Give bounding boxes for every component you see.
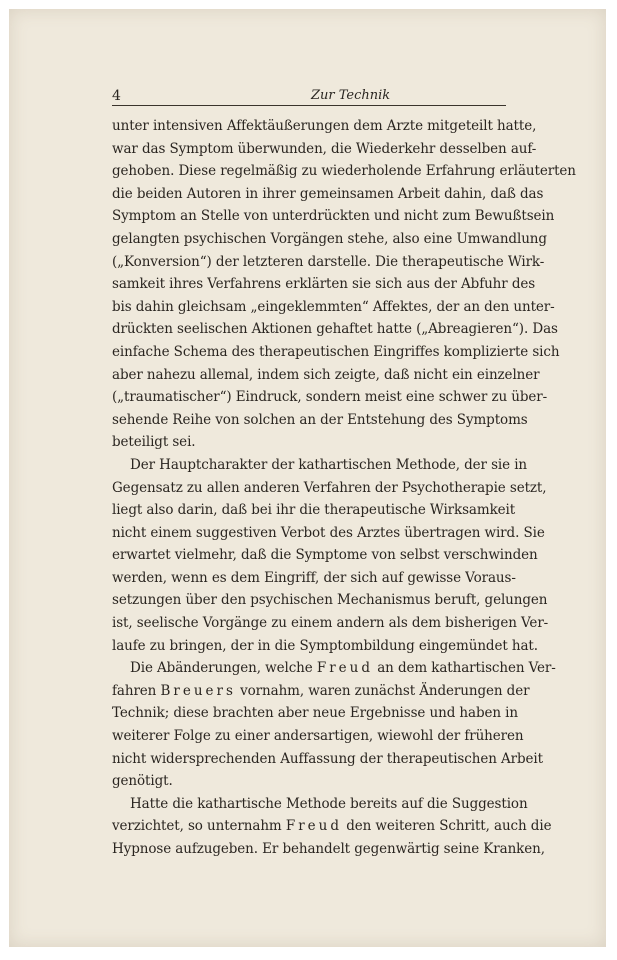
- text-line: gehoben. Diese regelmäßig zu wiederholende Erfahrung erläuterten: [112, 163, 576, 180]
- text-line: weiterer Folge zu einer andersartigen, wiewohl der früheren: [112, 728, 524, 745]
- text-line: fahren Breuers vornahm, waren zunächst Änderungen der: [112, 682, 530, 699]
- text-line: Die Abänderungen, welche Freud an dem kathartischen Ver-: [130, 660, 556, 677]
- text-line: beteiligt sei.: [112, 434, 196, 451]
- author-name: Freud: [285, 818, 342, 835]
- text-line: aber nahezu allemal, indem sich zeigte, daß nicht ein einzelner: [112, 366, 540, 383]
- text-line: ist, seelische Vorgänge zu einem andern als dem bisherigen Ver-: [112, 615, 549, 632]
- text-line: verzichtet, so unternahm Freud den weiteren Schritt, auch die: [112, 818, 552, 835]
- text-line: drückten seelischen Aktionen gehaftet hatte („Abreagieren“). Das: [112, 321, 558, 338]
- text-line: Hypnose aufzugeben. Er behandelt gegenwärtig seine Kranken,: [112, 841, 545, 857]
- text-line: gelangten psychischen Vorgängen stehe, also eine Umwandlung: [112, 230, 547, 247]
- text-line: werden, wenn es dem Eingriff, der sich auf gewisse Voraus-: [112, 569, 516, 586]
- text-line: Technik; diese brachten aber neue Ergebnisse und haben in: [112, 705, 518, 722]
- running-title: Zur Technik: [311, 88, 391, 103]
- author-name: Breuers: [160, 682, 236, 699]
- header-rule: [112, 105, 506, 106]
- text-line: Symptom an Stelle von unterdrückten und nicht zum Bewußtsein: [112, 208, 555, 225]
- text-line: erwartet vielmehr, daß die Symptome von selbst verschwinden: [112, 547, 538, 564]
- text-line: die beiden Autoren in ihrer gemeinsamen Arbeit dahin, daß das: [112, 185, 544, 202]
- text-line: liegt also darin, daß bei ihr die therapeutische Wirksamkeit: [112, 502, 516, 519]
- text-line: („Konversion“) der letzteren darstelle. Die therapeutische Wirk-: [112, 253, 545, 270]
- text-line: genötigt.: [112, 773, 173, 790]
- text-line: nicht einem suggestiven Verbot des Arztes übertragen wird. Sie: [112, 524, 545, 541]
- text-line: Gegensatz zu allen anderen Verfahren der Psychotherapie setzt,: [112, 479, 547, 496]
- text-line: Hatte die kathartische Methode bereits auf die Suggestion: [130, 795, 528, 812]
- page-header: [112, 86, 506, 106]
- page-number: 4: [112, 88, 121, 104]
- text-line: sehende Reihe von solchen an der Entstehung des Symptoms: [112, 411, 528, 428]
- text-line: Der Hauptcharakter der kathartischen Methode, der sie in: [130, 456, 528, 473]
- text-line: („traumatischer“) Eindruck, sondern meist eine schwer zu über-: [112, 389, 548, 406]
- body-text: [112, 115, 576, 861]
- text-line: einfache Schema des therapeutischen Eingriffes komplizierte sich: [112, 343, 560, 360]
- text-line: war das Symptom überwunden, die Wiederkehr desselben auf-: [112, 140, 537, 157]
- author-name: Freud: [316, 660, 374, 677]
- text-line: unter intensiven Affektäußerungen dem Arzte mitgeteilt hatte,: [112, 118, 537, 134]
- text-line: samkeit ihres Verfahrens erklärten sie sich aus der Abfuhr des: [112, 276, 536, 293]
- text-line: laufe zu bringen, der in die Symptombildung eingemündet hat.: [112, 637, 538, 654]
- text-line: setzungen über den psychischen Mechanismus beruft, gelungen: [112, 592, 548, 609]
- text-line: nicht widersprechenden Auffassung der therapeutischen Arbeit: [112, 750, 543, 767]
- text-line: bis dahin gleichsam „eingeklemmten“ Affektes, der an den unter-: [112, 298, 555, 315]
